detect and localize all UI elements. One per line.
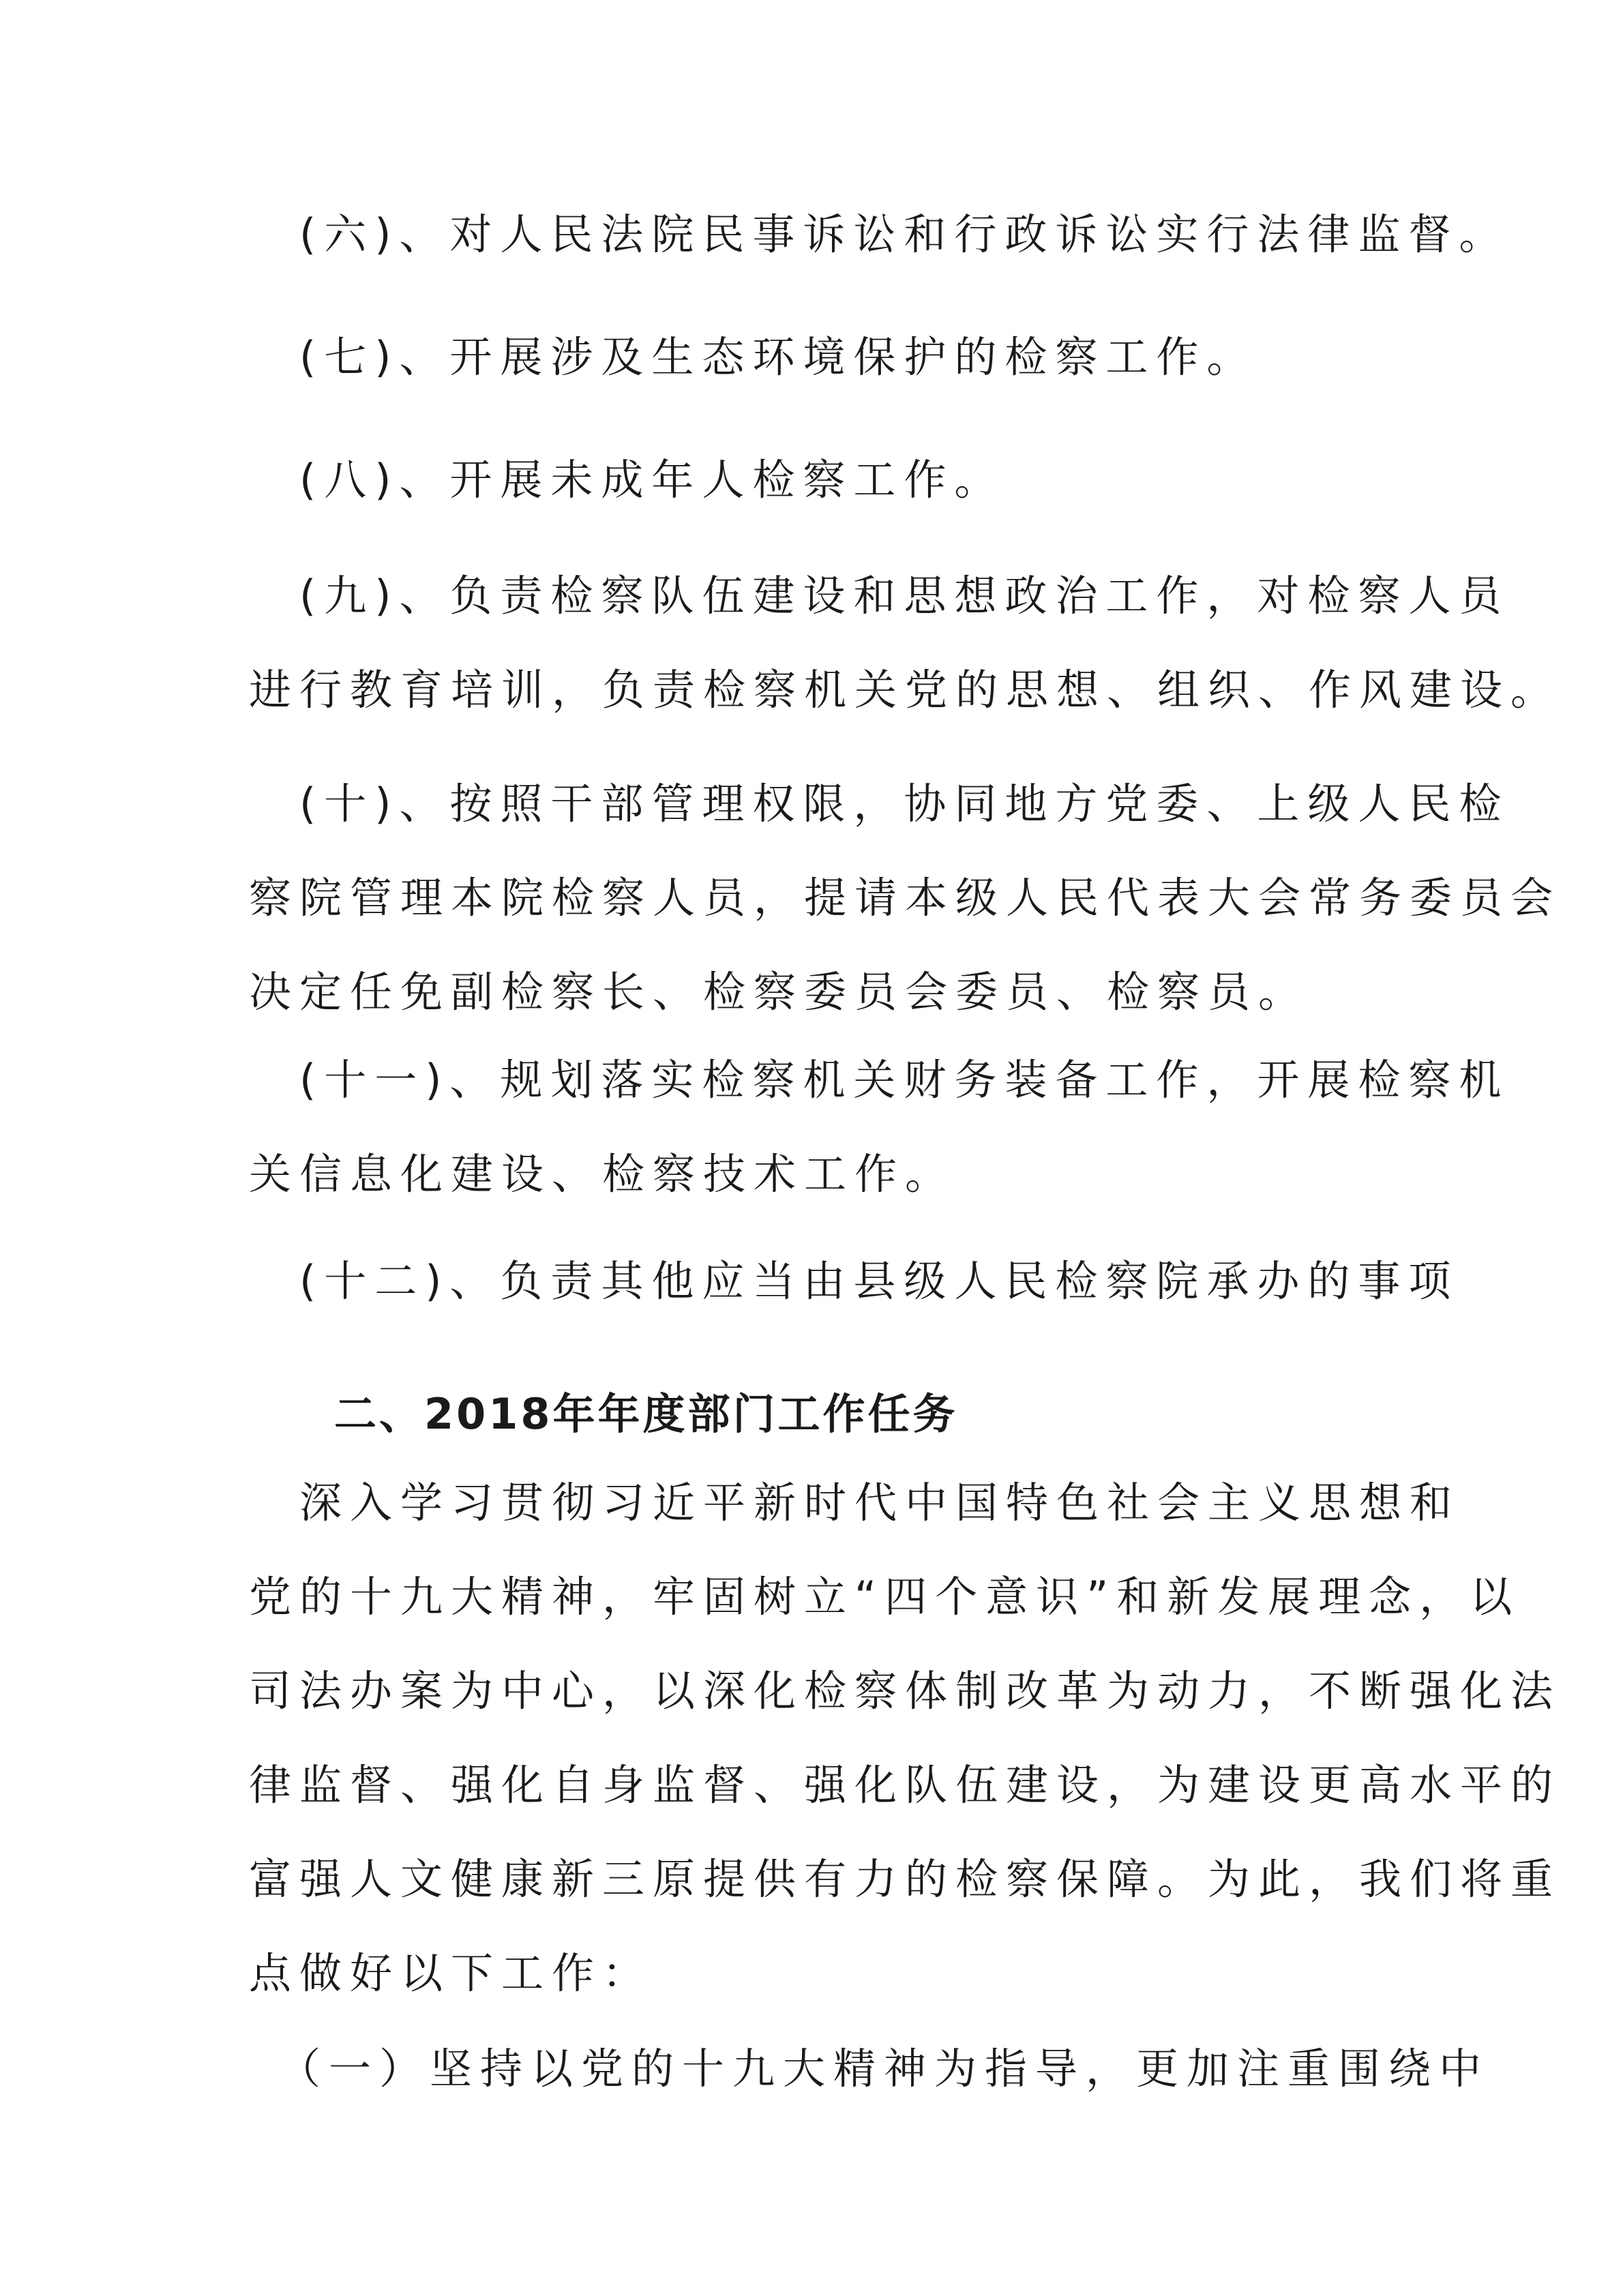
paragraph-line: 察院管理本院检察人员，提请本级人民代表大会常务委员会 — [249, 873, 1562, 923]
paragraph-line: (七)、开展涉及生态环境保护的检察工作。 — [249, 332, 1257, 382]
paragraph-line: 进行教育培训，负责检察机关党的思想、组织、作风建设。 — [249, 665, 1562, 715]
paragraph-line: 关信息化建设、检察技术工作。 — [249, 1149, 956, 1199]
body-paragraph — [249, 1456, 1562, 2021]
paragraph-line: 决定任免副检察长、检察委员会委员、检察员。 — [249, 967, 1309, 1017]
paragraph-item-8 — [249, 433, 1395, 527]
paragraph-line: 司法办案为中心，以深化检察体制改革为动力，不断强化法 — [249, 1666, 1562, 1716]
paragraph-line: (十二)、负责其他应当由县级人民检察院承办的事项 — [249, 1256, 1459, 1306]
paragraph-item-7 — [249, 310, 1395, 404]
paragraph-line: (十)、按照干部管理权限，协同地方党委、上级人民检 — [249, 779, 1510, 829]
paragraph-item-12 — [249, 1234, 1459, 1328]
paragraph-line: 深入学习贯彻习近平新时代中国特色社会主义思想和 — [249, 1478, 1461, 1527]
paragraph-line: (六)、对人民法院民事诉讼和行政诉讼实行法律监督。 — [249, 209, 1510, 259]
paragraph-line: 点做好以下工作： — [249, 1948, 653, 1998]
paragraph-item-11 — [249, 1033, 1510, 1221]
paragraph-item-9 — [249, 549, 1562, 737]
paragraph-line: (八)、开展未成年人检察工作。 — [249, 455, 1005, 505]
paragraph-line: （一）坚持以党的十九大精神为指导，更加注重围绕中 — [249, 2044, 1490, 2093]
paragraph-item-1 — [249, 2022, 1490, 2116]
paragraph-line: (十一)、规划落实检察机关财务装备工作，开展检察机 — [249, 1055, 1510, 1105]
paragraph-item-6 — [249, 188, 1510, 282]
paragraph-line: (九)、负责检察队伍建设和思想政治工作，对检察人员 — [249, 571, 1510, 621]
paragraph-line: 富强人文健康新三原提供有力的检察保障。为此，我们将重 — [249, 1854, 1562, 1904]
paragraph-line: 律监督、强化自身监督、强化队伍建设，为建设更高水平的 — [249, 1760, 1562, 1810]
paragraph-line: 党的十九大精神，牢固树立“四个意识”和新发展理念，以 — [249, 1572, 1521, 1622]
section-heading: 二、2018年年度部门工作任务 — [334, 1389, 958, 1439]
paragraph-item-10 — [249, 757, 1562, 1039]
